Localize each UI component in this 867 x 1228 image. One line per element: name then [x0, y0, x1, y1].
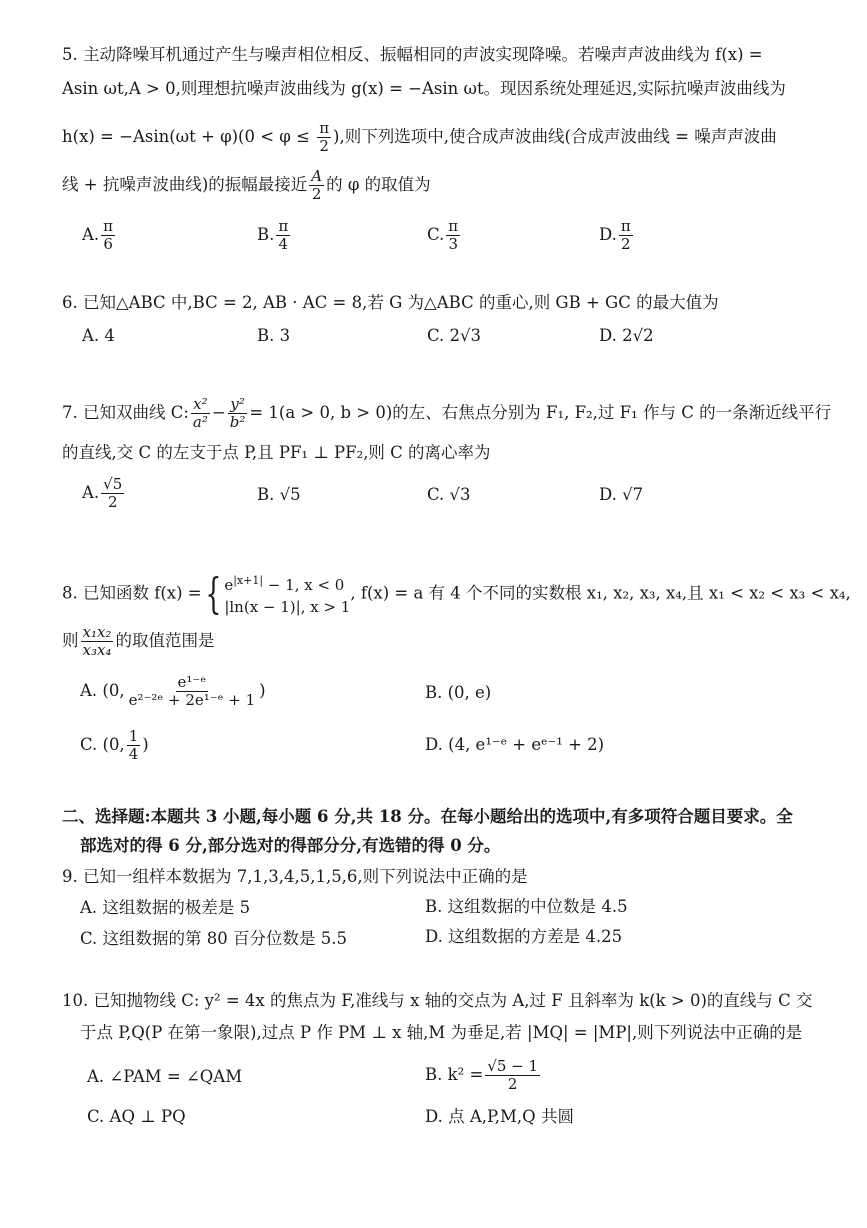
fraction-numerator: A — [311, 167, 323, 185]
option-label: C. — [427, 225, 445, 244]
q5-line3-pre: h(x) = −Asin(ωt + φ)(0 < φ ≤ — [62, 127, 316, 146]
q8-line1 — [62, 570, 851, 618]
q8-line2-post: 的取值范围是 — [115, 631, 215, 650]
q6-option-b: B. 3 — [257, 326, 291, 345]
fraction-numerator: x² — [193, 395, 208, 413]
fraction-numerator: e¹⁻ᵉ — [177, 673, 207, 691]
case-1: $e^{|x+1|} - 1$, x < 0 — [224, 574, 345, 594]
option-label: A. — [82, 483, 100, 502]
fraction-denominator: 2 — [311, 185, 322, 203]
fraction-denominator: 6 — [103, 235, 113, 253]
fraction-denominator: e²⁻²ᵉ + 2e¹⁻ᵉ + 1 — [128, 691, 256, 709]
q7-option-c: C. √3 — [427, 485, 471, 504]
minus-sign: − — [211, 403, 226, 422]
q9-option-c: C. 这组数据的第 80 百分位数是 5.5 — [80, 929, 347, 948]
q10-line2: 于点 P,Q(P 在第一象限),过点 P 作 PM ⊥ x 轴,M 为垂足,若 |MQ| = |MP|,则下列说法中正确的是 — [80, 1023, 803, 1042]
q7-line1-pre: 7. 已知双曲线 C: — [62, 403, 189, 422]
q10-option-a: A. ∠PAM = ∠QAM — [87, 1067, 243, 1086]
fraction-denominator: 2 — [107, 493, 118, 511]
option-label: D. — [599, 225, 617, 244]
q8-option-c: C. (0, $\frac{1}{4}$ ) — [80, 727, 149, 763]
fraction-denominator: 3 — [448, 235, 458, 253]
section2-line2: 部选对的得 6 分,部分选对的得部分分,有选错的得 0 分。 — [80, 836, 501, 855]
piecewise-cases — [224, 570, 350, 618]
q5-line2: Asin ωt,A > 0,则理想抗噪声波曲线为 g(x) = −Asin ωt。现因系统处理延迟,实际抗噪声波曲线为 — [62, 79, 786, 98]
q6-option-d: D. 2√2 — [599, 326, 654, 345]
q7-option-a — [82, 476, 126, 511]
q5-line4-pre: 线 + 抗噪声波曲线)的振幅最接近 — [62, 175, 308, 194]
q5-option-d — [599, 218, 635, 253]
left-brace-icon: { — [204, 569, 221, 618]
q7-line1-post: = 1(a > 0, b > 0)的左、右焦点分别为 F₁, F₂,过 F₁ 作与 C 的一条渐近线平行 — [249, 403, 832, 422]
q10-line1: 10. 已知抛物线 C: y² = 4x 的焦点为 F,准线与 x 轴的交点为 A,过 F 且斜率为 k(k > 0)的直线与 C 交 — [62, 991, 813, 1010]
q6-line1: 6. 已知△ABC 中,BC = 2, AB · AC = 8,若 G 为△ABC 的重心,则 GB + GC 的最大值为 — [62, 293, 719, 312]
q10-option-c: C. AQ ⊥ PQ — [87, 1107, 186, 1126]
fraction-denominator: 4 — [128, 745, 139, 763]
q5-line4 — [62, 168, 431, 203]
q8-line2 — [62, 624, 214, 659]
q5-option-a — [82, 218, 117, 253]
fraction-denominator: 2 — [621, 235, 631, 253]
q8-line1-pre: 8. 已知函数 f(x) = — [62, 583, 202, 603]
q5-line3-fraction — [317, 120, 331, 155]
q5-line4-fraction — [309, 168, 324, 203]
q7-option-d: D. √7 — [599, 485, 644, 504]
q9-line1: 9. 已知一组样本数据为 7,1,3,4,5,1,5,6,则下列说法中正确的是 — [62, 867, 528, 886]
q5-line3-post: ),则下列选项中,使合成声波曲线(合成声波曲线 = 噪声声波曲 — [333, 127, 777, 146]
q9-option-b: B. 这组数据的中位数是 4.5 — [425, 897, 628, 916]
option-label: A. — [82, 225, 100, 244]
option-label: B. — [257, 225, 275, 244]
q5-line3 — [62, 120, 777, 155]
fraction-numerator: √5 — [103, 475, 123, 493]
fraction-denominator: a² — [192, 413, 208, 431]
fraction-numerator: 1 — [128, 727, 139, 745]
q9-option-d: D. 这组数据的方差是 4.25 — [425, 927, 623, 946]
q9-option-a: A. 这组数据的极差是 5 — [80, 898, 251, 917]
fraction-numerator: π — [103, 217, 114, 235]
fraction-numerator: x₁x₂ — [82, 623, 112, 641]
fraction-numerator: π — [620, 217, 631, 235]
q8-line1-post: , f(x) = a 有 4 个不同的实数根 x₁, x₂, x₃, x₄,且 x₁ < x₂ < x₃ < x₄, — [350, 583, 851, 603]
fraction-numerator: y² — [230, 395, 245, 413]
fraction-denominator: b² — [229, 413, 246, 431]
case-2: |ln(x − 1)|, x > 1 — [224, 598, 351, 616]
q6-option-c: C. 2√3 — [427, 326, 482, 345]
q5-option-b — [257, 218, 292, 253]
fraction-denominator: 4 — [278, 235, 289, 253]
q8-option-a: A. (0, $\frac{\text{e¹⁻ᵉ}}{\text{e²⁻²ᵉ + 2e¹⁻ᵉ + 1}}$ ) — [80, 673, 266, 709]
q5-line4-post: 的 φ 的取值为 — [326, 175, 431, 194]
q7-line1 — [62, 396, 831, 431]
q8-option-d: D. (4, e¹⁻ᵉ + eᵉ⁻¹ + 2) — [425, 735, 605, 754]
q8-option-b: B. (0, e) — [425, 683, 492, 702]
q5-option-c — [427, 218, 462, 253]
fraction-numerator: √5 − 1 — [487, 1057, 539, 1075]
fraction-denominator: 2 — [319, 137, 329, 155]
q10-option-b: B. k² = $\frac{√5 - 1}{2}$ — [425, 1057, 539, 1093]
fraction-numerator: π — [319, 119, 330, 137]
q6-option-a: A. 4 — [82, 326, 115, 345]
q7-line2: 的直线,交 C 的左支于点 P,且 PF₁ ⊥ PF₂,则 C 的离心率为 — [62, 443, 491, 462]
section2-line1: 二、选择题:本题共 3 小题,每小题 6 分,共 18 分。在每小题给出的选项中,有多项符合题目要求。全 — [62, 807, 793, 826]
fraction-numerator: π — [448, 217, 459, 235]
fraction-denominator: x₃x₄ — [82, 641, 112, 659]
q7-option-b: B. √5 — [257, 485, 301, 504]
q10-option-d: D. 点 A,P,M,Q 共圆 — [425, 1107, 574, 1126]
fraction-numerator: π — [278, 217, 289, 235]
q5-line1: 5. 主动降噪耳机通过产生与噪声相位相反、振幅相同的声波实现降噪。若噪声声波曲线为 f(x) = — [62, 45, 763, 64]
fraction-denominator: 2 — [507, 1075, 518, 1093]
q8-line2-pre: 则 — [62, 631, 79, 650]
